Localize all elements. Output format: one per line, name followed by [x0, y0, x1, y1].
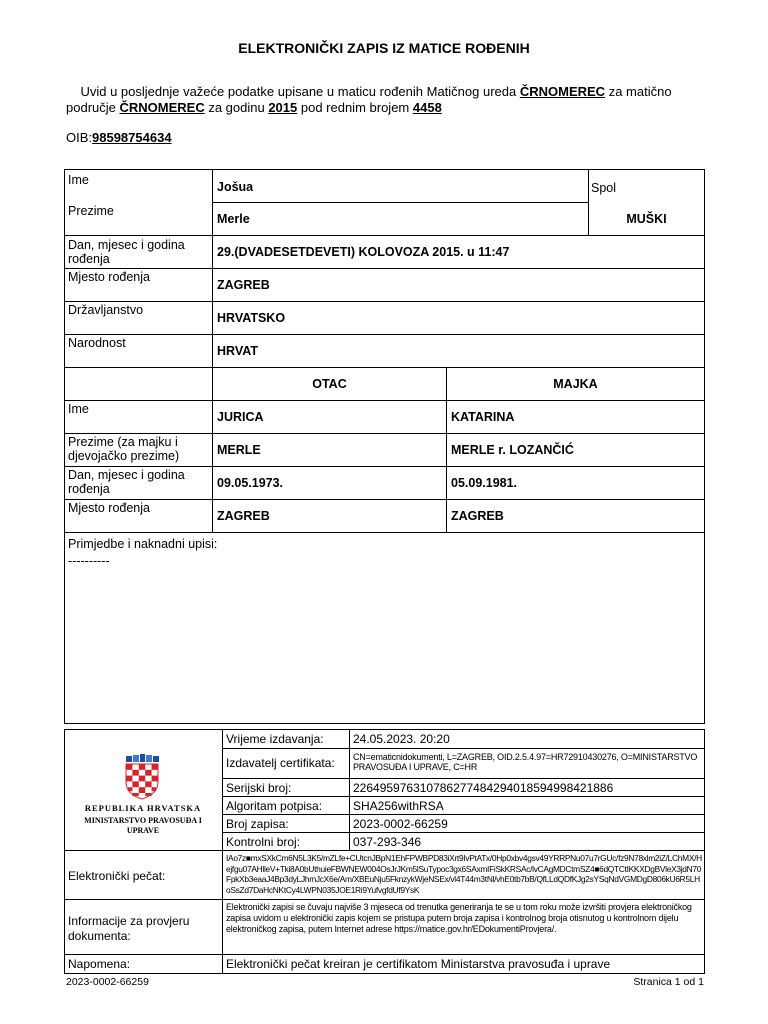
child-sex: MUŠKI: [626, 212, 667, 226]
block-row-line: [222, 778, 705, 779]
oib-value: 98598754634: [92, 130, 172, 145]
block-row-line: [64, 954, 705, 955]
table-border-right: [704, 169, 705, 724]
mother-header: MAJKA: [553, 377, 598, 391]
row-line: [64, 532, 705, 533]
block-row-line: [222, 832, 705, 833]
record-number-value: 2023-0002-66259: [353, 817, 448, 831]
row-line: [64, 268, 705, 269]
intro-paragraph: [66, 84, 706, 116]
table-border-top: [64, 169, 705, 170]
child-birthplace: ZAGREB: [217, 278, 270, 292]
intro-text-3: područje: [66, 100, 120, 115]
issue-time-label: Vrijeme izdavanja:: [226, 732, 324, 746]
parent-surname-label: Prezime (za majku i djevojačko prezime): [68, 435, 180, 463]
serial-label: Serijski broj:: [226, 781, 292, 795]
row-line: [64, 466, 705, 467]
block-border-top: [64, 729, 705, 730]
note-value: Elektronički pečat kreiran je certifikatom Ministarstva pravosuđa i uprave: [226, 957, 611, 971]
registry-office: ČRNOMEREC: [519, 84, 606, 99]
table-border-bottom: [64, 723, 705, 724]
block-row-line: [222, 814, 705, 815]
parent-name-label: Ime: [68, 402, 89, 416]
registry-number: 4458: [412, 100, 442, 115]
serial-value: 226495976310786277484294018594998421886: [353, 781, 614, 795]
algorithm-value: SHA256withRSA: [353, 799, 444, 813]
registry-year: 2015: [268, 100, 298, 115]
father-birthplace: ZAGREB: [217, 509, 270, 523]
col-line: [446, 367, 447, 533]
note-label: Napomena:: [68, 957, 131, 971]
nationality-label: Narodnost: [68, 336, 126, 350]
mother-surname: MERLE r. LOZANČIĆ: [451, 443, 574, 457]
block-row-line: [64, 899, 705, 900]
control-number-label: Kontrolni broj:: [226, 835, 301, 849]
child-citizenship: HRVATSKO: [217, 311, 286, 325]
ministry-name: MINISTARSTVO PRAVOSUĐA I UPRAVE: [84, 816, 202, 835]
row-line: [212, 202, 588, 203]
child-birth-date: 29.(DVADESETDEVETI) KOLOVOZA 2015. u 11:47: [217, 245, 510, 259]
row-line: [64, 367, 705, 368]
prezime-label: Prezime: [68, 204, 114, 218]
block-border-right: [704, 729, 705, 974]
mother-name: KATARINA: [451, 410, 515, 424]
father-header: OTAC: [312, 377, 347, 391]
verification-info-label: Informacije za provjeru dokumenta:: [68, 914, 190, 943]
row-line: [64, 499, 705, 500]
remarks-value: ----------: [68, 554, 110, 568]
child-last-name: Merle: [217, 212, 250, 226]
block-border-left: [64, 729, 65, 974]
republic-name: REPUBLIKA HRVATSKA: [84, 803, 202, 813]
remarks-label: Primjedbe i naknadni upisi:: [68, 537, 218, 551]
seal-label: Elektronički pečat:: [68, 869, 166, 883]
block-row-line: [222, 796, 705, 797]
block-col-line: [222, 850, 223, 974]
control-number-value: 037-293-346: [353, 835, 422, 849]
table-border-left: [64, 169, 65, 724]
row-line: [64, 334, 705, 335]
birthplace-label: Mjesto rođenja: [68, 270, 150, 284]
child-nationality: HRVAT: [217, 344, 258, 358]
spol-label: Spol: [591, 181, 617, 195]
row-line: [64, 400, 705, 401]
child-first-name: Jošua: [217, 180, 254, 194]
father-name: JURICA: [217, 410, 264, 424]
row-line: [64, 235, 705, 236]
col-line: [212, 169, 213, 533]
intro-text-5: pod rednim brojem: [297, 100, 413, 115]
intro-text-1: Uvid u posljednje važeće podatke upisane u maticu rođenih Matičnog ureda: [80, 84, 520, 99]
father-birth-date: 09.05.1973.: [217, 476, 284, 490]
seal-value: IAo7z■mxSXkCm6N5L3K5/mZLfe+CUtcnJBpN1EhFPWBPD83iXrt9IvPtATx/0Hp0xbv4gsv49YRRPNu07u7rGUc/fz9N78xlm2iZ/LChMX/Hejfgu07AHlleV+Tki8A0bUthuieFBWNEW004OsJrJKm5lSuTypoc3gx6SAxmIFiSkKRSAc/lvCAgMDCtmSZ4■6dQTCtIKKXDgBVleX3jdN70FpkXb3eaaJ4Bp3dyLJhmJcX6e/Am/XBEuNju5FknzykWjeNSEx/vl4T44m3tNl/vhE0tb7bB/QfLLdQDfKJg2sYSqNdVGMDgD806kU6R5LHoSsZd7DaHcNKtCy4LWPN035JOE1Ri9YufvgfdUf9YsK: [226, 853, 702, 895]
parent-birthplace-label: Mjesto rođenja: [68, 501, 150, 515]
document-title: ELEKTRONIČKI ZAPIS IZ MATICE ROĐENIH: [238, 40, 530, 56]
footer-record-number: 2023-0002-66259: [66, 976, 149, 988]
record-number-label: Broj zapisa:: [226, 817, 289, 831]
citizenship-label: Državljanstvo: [68, 303, 144, 317]
registry-area: ČRNOMEREC: [119, 100, 205, 115]
intro-text-4: za godinu: [204, 100, 269, 115]
intro-text-2: za matično: [605, 84, 672, 99]
mother-birth-date: 05.09.1981.: [451, 476, 518, 490]
algorithm-label: Algoritam potpisa:: [226, 799, 323, 813]
parent-dob-label: Dan, mjesec i godina rođenja: [68, 468, 185, 496]
croatian-coat-of-arms-icon: [123, 754, 161, 800]
block-row-line: [64, 850, 705, 851]
ime-label: Ime: [68, 173, 89, 187]
footer-page-number: Stranica 1 od 1: [633, 976, 704, 988]
cert-issuer-label: Izdavatelj certifikata:: [226, 756, 335, 770]
cert-issuer-value: CN=ematicnidokumenti, L=ZAGREB, OID.2.5.4.97=HR72910430276, O=MINISTARSTVO PRAVOSUĐA I UPRAVE, C=HR: [353, 752, 698, 772]
dob-label: Dan, mjesec i godina rođenja: [68, 238, 185, 266]
issue-time-value: 24.05.2023. 20:20: [353, 732, 450, 746]
block-row-line: [222, 748, 705, 749]
father-surname: MERLE: [217, 443, 261, 457]
row-line: [64, 433, 705, 434]
oib-line: [66, 130, 172, 145]
row-line: [64, 301, 705, 302]
oib-label: OIB:: [66, 130, 93, 145]
verification-info-value: Elektronički zapisi se čuvaju najviše 3 mjeseca od trenutka generiranja te se u tom roku može izvršiti provjera elektroničkog zapisa uvidom u elektronički zapis kojem se pristupa putem broja zapisa i kontrolnog broja otisnutog u kontrolnom dijelu elektroničkog zapisa, putem Internet adrese https://matice.gov.hr/EDokumentiProvjera/.: [226, 902, 692, 934]
block-border-bottom: [64, 973, 705, 974]
mother-birthplace: ZAGREB: [451, 509, 504, 523]
